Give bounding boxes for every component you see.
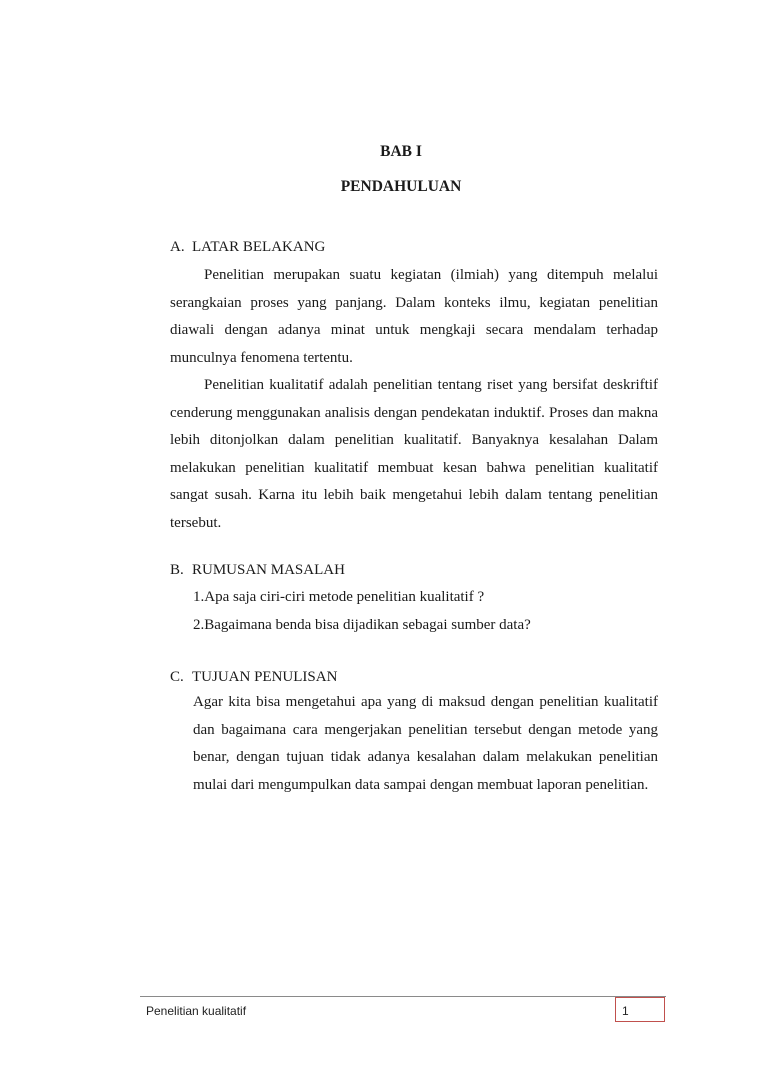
section-number: C. bbox=[170, 669, 184, 685]
paragraph-latar-belakang-2: Penelitian kualitatif adalah penelitian tentang riset yang bersifat deskriftif cenderung menggunakan analisis dengan pendekatan induktif. Proses dan makna lebih ditonjolkan dalam penelitian kualitatif. Banyaknya kesalahan Dalam melakukan penelitian kualitatif membuat kesan bahwa penelitian kualitatif sangat susah. Karna itu lebih baik mengetahui lebih dalam tentang penelitian tersebut. bbox=[170, 377, 658, 531]
section-heading-latar-belakang bbox=[170, 239, 325, 256]
section-number: B. bbox=[170, 562, 184, 578]
page-number: 1 bbox=[622, 1004, 629, 1018]
section-number: A. bbox=[170, 239, 185, 255]
section-heading-text: LATAR BELAKANG bbox=[192, 239, 326, 255]
page-number-box bbox=[615, 997, 665, 1022]
chapter-subtitle: PENDAHULUAN bbox=[340, 178, 462, 195]
section-heading-text: RUMUSAN MASALAH bbox=[192, 562, 345, 578]
section-heading-rumusan-masalah bbox=[170, 562, 345, 579]
footer-divider bbox=[140, 996, 666, 997]
footer-title: Penelitian kualitatif bbox=[146, 1004, 247, 1018]
section-heading-text: TUJUAN PENULISAN bbox=[192, 669, 338, 685]
paragraph-latar-belakang-1: Penelitian merupakan suatu kegiatan (ilmiah) yang ditempuh melalui serangkaian proses yang panjang. Dalam konteks ilmu, kegiatan penelitian diawali dengan adanya minat untuk mengkaji secara mendalam terhadap munculnya fenomena tertentu. bbox=[170, 267, 658, 366]
list-item-question-1: 1.Apa saja ciri-ciri metode penelitian kualitatif ? bbox=[193, 589, 485, 605]
section-heading-tujuan-penulisan bbox=[170, 669, 337, 686]
paragraph-tujuan-penulisan: Agar kita bisa mengetahui apa yang di maksud dengan penelitian kualitatif dan bagaimana cara mengerjakan penelitian tersebut dengan metode yang benar, dengan tujuan tidak adanya kesalahan dalam melakukan penelitian mulai dari mengumpulkan data sampai dengan membuat laporan penelitian. bbox=[193, 694, 658, 793]
chapter-title: BAB I bbox=[380, 143, 422, 160]
list-item-question-2: 2.Bagaimana benda bisa dijadikan sebagai sumber data? bbox=[193, 617, 531, 633]
